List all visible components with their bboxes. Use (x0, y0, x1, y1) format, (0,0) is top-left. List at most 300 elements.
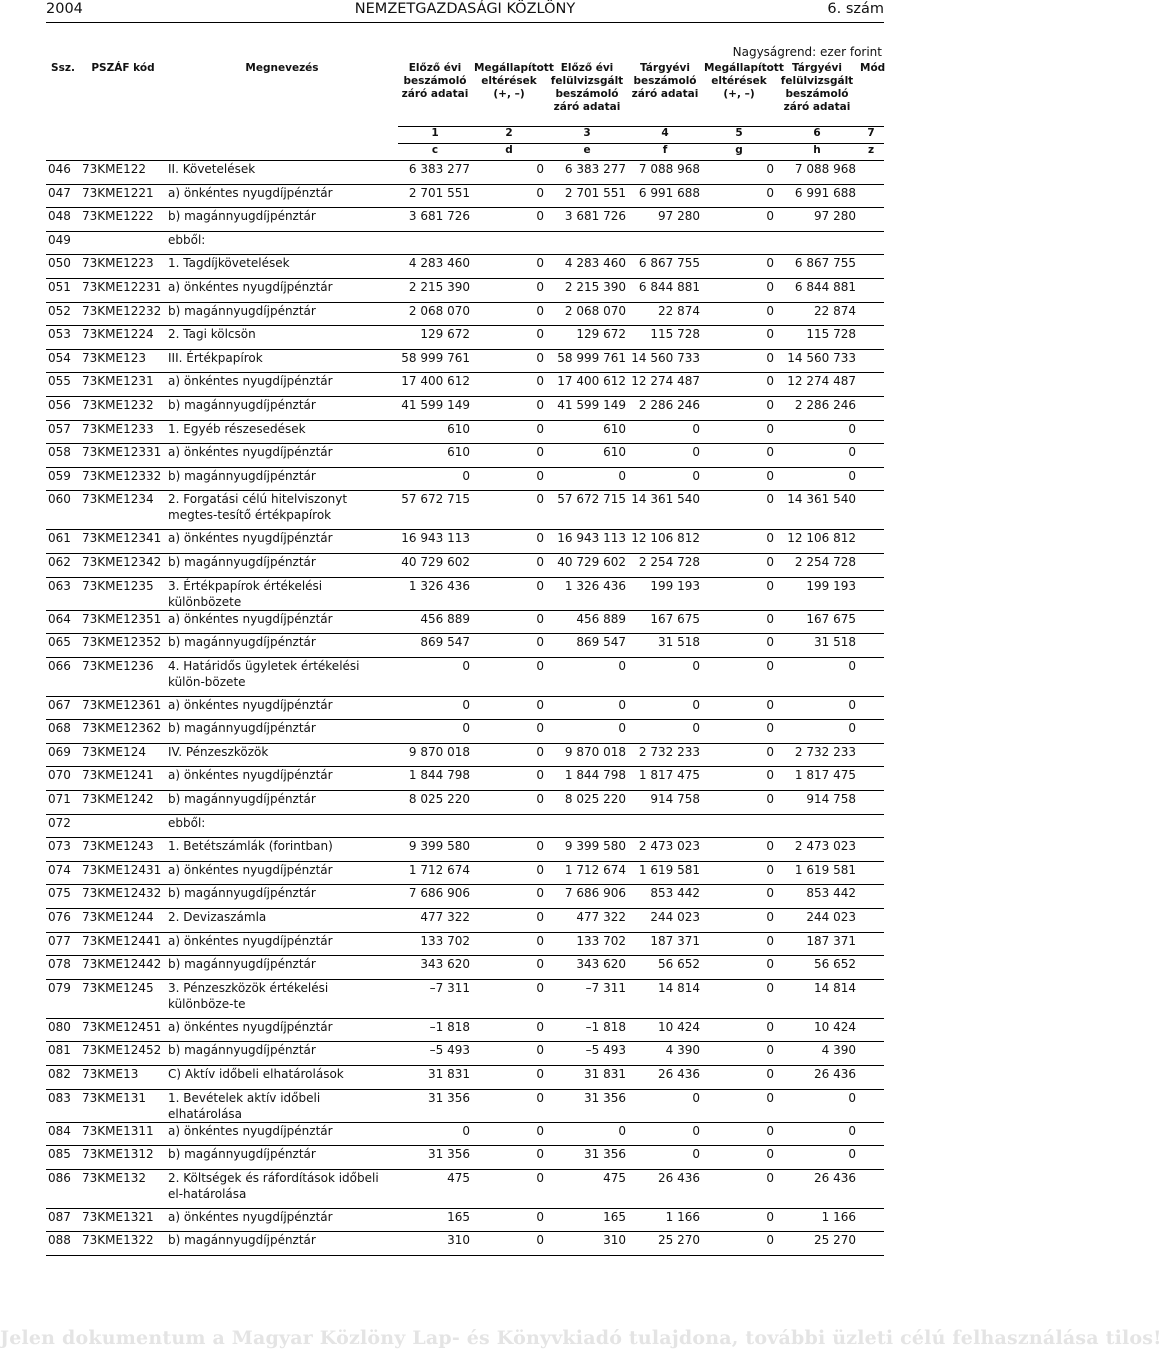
row-code: 73KME124 (82, 744, 146, 759)
row-number: 049 (48, 232, 71, 247)
row-number: 071 (48, 792, 71, 807)
row-value: 610 (603, 445, 626, 460)
row-code: 73KME12231 (82, 279, 162, 294)
row-value: 58 999 761 (557, 350, 626, 365)
row-value: 0 (536, 839, 544, 854)
row-value: 343 620 (420, 957, 470, 972)
row-number: 072 (48, 815, 71, 830)
row-value: 914 758 (806, 792, 856, 807)
table-row (46, 838, 884, 862)
row-name: a) önkéntes nyugdíjpénztár (168, 374, 333, 389)
row-number: 083 (48, 1090, 71, 1105)
table-row (46, 420, 884, 444)
row-value: 165 (603, 1209, 626, 1224)
row-value: 3 681 726 (564, 209, 626, 224)
row-value: 57 672 715 (401, 492, 470, 507)
row-name: b) magánnyugdíjpénztár (168, 397, 316, 412)
row-name: C) Aktív időbeli elhatárolások (168, 1067, 344, 1081)
row-value: 0 (766, 744, 774, 759)
col-header-line: Előző évi (408, 62, 462, 74)
row-value: 167 675 (806, 611, 856, 626)
row-value: 0 (766, 839, 774, 854)
row-value: 0 (766, 374, 774, 389)
row-code: 73KME12352 (82, 635, 162, 650)
row-value: 1 817 475 (638, 768, 700, 783)
table-row (46, 373, 884, 397)
row-value: 2 254 728 (638, 554, 700, 569)
row-name: b) magánnyugdíjpénztár (168, 792, 316, 807)
row-value: 0 (766, 162, 774, 176)
table-row (46, 577, 884, 610)
row-value: 57 672 715 (557, 492, 626, 507)
row-value: 0 (536, 162, 544, 176)
row-value: 7 088 968 (794, 162, 856, 176)
row-value: 26 436 (658, 1170, 700, 1185)
row-value: 0 (766, 957, 774, 972)
row-value: 12 106 812 (631, 531, 700, 546)
row-code: 73KME12362 (82, 721, 162, 736)
col-header-line: eltérések (711, 75, 767, 87)
row-mod (858, 231, 884, 255)
row-value: 2 473 023 (794, 839, 856, 854)
row-value: –5 493 (585, 1043, 626, 1058)
row-value: 0 (536, 1090, 544, 1105)
table-row (46, 814, 884, 838)
row-mod (858, 373, 884, 397)
row-value: 853 442 (806, 886, 856, 901)
row-name: 4. Határidős ügyletek értékelési külön-bözete (168, 658, 360, 689)
header-issue: 6. szám (827, 1, 884, 17)
row-name: b) magánnyugdíjpénztár (168, 635, 316, 650)
row-value: 2 068 070 (564, 303, 626, 318)
row-value: 0 (536, 1123, 544, 1138)
row-value: 0 (766, 303, 774, 318)
row-mod (858, 1146, 884, 1170)
row-value: 0 (766, 1067, 774, 1081)
row-value: 0 (766, 421, 774, 436)
row-value: 0 (766, 1233, 774, 1248)
row-value: –1 818 (585, 1019, 626, 1034)
row-code: 73KME12432 (82, 886, 162, 901)
row-value: 7 088 968 (638, 162, 700, 176)
row-value: 25 270 (658, 1233, 700, 1248)
row-value: 0 (766, 445, 774, 460)
row-number: 052 (48, 303, 71, 318)
row-code: 73KME1244 (82, 910, 154, 925)
row-mod (858, 530, 884, 554)
row-value: 0 (766, 862, 774, 877)
row-value: 0 (536, 1170, 544, 1185)
table-row (46, 1018, 884, 1042)
col-header-7: Mód (860, 62, 886, 74)
row-number: 078 (48, 957, 71, 972)
row-value: 31 831 (428, 1067, 470, 1081)
row-name: a) önkéntes nyugdíjpénztár (168, 279, 333, 294)
row-value: 475 (603, 1170, 626, 1185)
row-value: 0 (462, 721, 470, 736)
row-value: 0 (692, 1090, 700, 1105)
col-header-6 (776, 62, 858, 127)
row-value: 0 (692, 1123, 700, 1138)
row-name: 1. Betétszámlák (forintban) (168, 839, 333, 854)
table-row (46, 885, 884, 909)
row-code: 73KME1243 (82, 839, 154, 854)
row-number: 058 (48, 445, 71, 460)
table-row (46, 932, 884, 956)
row-value: 9 399 580 (564, 839, 626, 854)
row-number: 087 (48, 1209, 71, 1224)
row-code: 73KME12442 (82, 957, 162, 972)
row-number: 059 (48, 468, 71, 483)
row-name: b) magánnyugdíjpénztár (168, 468, 316, 483)
row-name: b) magánnyugdíjpénztár (168, 554, 316, 569)
column-letter: d (472, 144, 546, 161)
row-name: 1. Bevételek aktív időbeli elhatárolása (168, 1090, 321, 1121)
row-value: 0 (536, 531, 544, 546)
row-code: 73KME12452 (82, 1043, 162, 1058)
row-value: 6 383 277 (564, 162, 626, 176)
table-row (46, 861, 884, 885)
row-value: 0 (536, 980, 544, 995)
col-header-line: beszámoló (555, 88, 619, 100)
row-value (628, 814, 702, 838)
row-value: 0 (692, 421, 700, 436)
column-number: 1 (398, 127, 472, 144)
row-value (776, 231, 858, 255)
row-value: 14 560 733 (787, 350, 856, 365)
col-header-line: beszámoló (403, 75, 467, 87)
row-number: 075 (48, 886, 71, 901)
column-number: 2 (472, 127, 546, 144)
row-mod (858, 767, 884, 791)
row-value: 22 874 (658, 303, 700, 318)
row-number: 047 (48, 185, 71, 200)
row-value: 0 (536, 327, 544, 342)
row-value: 244 023 (806, 910, 856, 925)
row-value: 133 702 (420, 933, 470, 948)
row-value: 40 729 602 (401, 554, 470, 569)
row-value: 1 817 475 (794, 768, 856, 783)
row-value: 2 732 233 (638, 744, 700, 759)
column-letter: f (628, 144, 702, 161)
row-name: 1. Tagdíjkövetelések (168, 256, 290, 271)
row-value: 0 (536, 635, 544, 650)
row-value: 1 166 (665, 1209, 700, 1224)
row-name: a) önkéntes nyugdíjpénztár (168, 933, 333, 948)
col-header-line: záró adatai (553, 101, 621, 113)
row-number: 068 (48, 721, 71, 736)
row-mod (858, 657, 884, 696)
row-value: 12 274 487 (631, 374, 700, 389)
row-value: 0 (536, 303, 544, 318)
table-row (46, 1042, 884, 1066)
row-value: 0 (462, 658, 470, 673)
row-code: 73KME12331 (82, 445, 162, 460)
table-row (46, 1169, 884, 1208)
row-value: 6 844 881 (638, 279, 700, 294)
row-value: 310 (447, 1233, 470, 1248)
row-name: 3. Pénzeszközök értékelési különböze-te (168, 980, 329, 1011)
row-value: 9 399 580 (408, 839, 470, 854)
row-value: 115 728 (650, 327, 700, 342)
row-mod (858, 302, 884, 326)
row-value: –7 311 (429, 980, 470, 995)
header-year: 2004 (46, 1, 83, 17)
col-header-2 (472, 62, 554, 127)
col-header-1 (398, 62, 472, 127)
row-value: 456 889 (420, 611, 470, 626)
row-value: 0 (766, 1209, 774, 1224)
row-value: 0 (766, 209, 774, 224)
row-value: 2 068 070 (408, 303, 470, 318)
row-value: 31 356 (428, 1090, 470, 1105)
column-number: 3 (546, 127, 628, 144)
row-name: b) magánnyugdíjpénztár (168, 1233, 316, 1248)
row-code: 73KME1236 (82, 658, 154, 673)
table-row (46, 610, 884, 634)
row-name: b) magánnyugdíjpénztár (168, 957, 316, 972)
col-header-line: (+, –) (493, 88, 525, 100)
row-value (628, 231, 702, 255)
row-value: 0 (766, 492, 774, 507)
row-number: 064 (48, 611, 71, 626)
table-row (46, 1089, 884, 1122)
row-name: 2. Forgatási célú hitelviszonyt megtes-tesítő értékpapírok (168, 492, 348, 523)
row-code: 73KME1221 (82, 185, 154, 200)
row-value: 0 (848, 468, 856, 483)
row-number: 074 (48, 862, 71, 877)
row-value: 0 (536, 744, 544, 759)
column-number: 5 (702, 127, 776, 144)
row-mod (858, 1066, 884, 1090)
row-value: 0 (536, 697, 544, 712)
row-code: 73KME1311 (82, 1123, 154, 1138)
row-value: 0 (848, 1147, 856, 1162)
col-header-3 (546, 62, 628, 127)
row-value: 475 (447, 1170, 470, 1185)
row-value: 17 400 612 (401, 374, 470, 389)
row-code: 73KME1312 (82, 1147, 154, 1162)
table-row (46, 1146, 884, 1170)
row-code: 73KME1233 (82, 421, 154, 436)
table-row (46, 553, 884, 577)
row-code: 73KME1235 (82, 578, 154, 593)
row-value: 9 870 018 (408, 744, 470, 759)
row-name: ebből: (168, 815, 206, 830)
watermark: Jelen dokumentum a Magyar Közlöny Lap- és Könyvkiadó tulajdona, további üzleti célú felhasználása tilos! (0, 1327, 1162, 1349)
row-value: 187 371 (806, 933, 856, 948)
row-value: 25 270 (814, 1233, 856, 1248)
row-mod (858, 255, 884, 279)
row-value: 0 (848, 421, 856, 436)
row-value: 0 (536, 886, 544, 901)
row-value: 14 361 540 (787, 492, 856, 507)
row-value: 3 681 726 (408, 209, 470, 224)
table-row (46, 1208, 884, 1232)
row-value: 2 701 551 (408, 185, 470, 200)
row-value: 2 473 023 (638, 839, 700, 854)
table-row (46, 349, 884, 373)
table-row (46, 278, 884, 302)
row-mod (858, 420, 884, 444)
row-code: 73KME12332 (82, 468, 162, 483)
row-value: 6 867 755 (794, 256, 856, 271)
row-value: 0 (766, 910, 774, 925)
row-mod (858, 838, 884, 862)
col-header-line: záró adatai (401, 88, 469, 100)
row-value: 0 (766, 658, 774, 673)
row-value: 199 193 (650, 578, 700, 593)
row-value: 12 274 487 (787, 374, 856, 389)
row-number: 088 (48, 1233, 71, 1248)
row-value: 0 (536, 792, 544, 807)
row-value (546, 231, 628, 255)
row-value: 97 280 (814, 209, 856, 224)
row-mod (858, 909, 884, 933)
table-row (46, 255, 884, 279)
table-row (46, 530, 884, 554)
row-value: 0 (766, 327, 774, 342)
row-name: 2. Devizaszámla (168, 910, 267, 925)
row-value: –5 493 (429, 1043, 470, 1058)
row-mod (858, 610, 884, 634)
row-value: 1 166 (821, 1209, 856, 1224)
row-value: 165 (447, 1209, 470, 1224)
row-code: 73KME1232 (82, 397, 154, 412)
row-mod (858, 326, 884, 350)
row-value: 0 (536, 445, 544, 460)
row-value (702, 814, 776, 838)
row-code: 73KME1322 (82, 1233, 154, 1248)
column-letter: g (702, 144, 776, 161)
row-value: 17 400 612 (557, 374, 626, 389)
row-value: 167 675 (650, 611, 700, 626)
table-row (46, 326, 884, 350)
row-value: 0 (536, 768, 544, 783)
row-number: 086 (48, 1170, 71, 1185)
row-code: 73KME1241 (82, 768, 154, 783)
table-row (46, 634, 884, 658)
row-mod (858, 814, 884, 838)
row-value: 0 (536, 721, 544, 736)
row-value: 0 (692, 445, 700, 460)
row-code: 73KME1223 (82, 256, 154, 271)
row-code: 73KME12351 (82, 611, 162, 626)
row-value: 129 672 (576, 327, 626, 342)
row-value: 0 (536, 421, 544, 436)
row-value: 0 (536, 279, 544, 294)
row-mod (858, 396, 884, 420)
row-value: 0 (766, 531, 774, 546)
row-mod (858, 1232, 884, 1256)
table-row (46, 767, 884, 791)
row-code: 73KME12361 (82, 697, 162, 712)
row-value: 0 (462, 468, 470, 483)
row-number: 066 (48, 658, 71, 673)
row-value: 26 436 (814, 1170, 856, 1185)
row-value: 0 (848, 1090, 856, 1105)
row-number: 069 (48, 744, 71, 759)
row-number: 082 (48, 1067, 71, 1081)
row-number: 067 (48, 697, 71, 712)
row-value: 477 322 (420, 910, 470, 925)
row-value: 0 (766, 933, 774, 948)
row-number: 051 (48, 279, 71, 294)
col-header-line: Megállapított (704, 62, 784, 74)
row-number: 062 (48, 554, 71, 569)
row-value: 0 (766, 697, 774, 712)
row-value: 0 (692, 1147, 700, 1162)
row-mod (858, 577, 884, 610)
row-value: 10 424 (814, 1019, 856, 1034)
row-value: 58 999 761 (401, 350, 470, 365)
row-mod (858, 1208, 884, 1232)
row-value: 12 106 812 (787, 531, 856, 546)
row-name: 2. Költségek és ráfordítások időbeli el-határolása (168, 1170, 379, 1201)
row-value: 1 844 798 (564, 768, 626, 783)
row-value: 0 (536, 492, 544, 507)
table-row (46, 1122, 884, 1146)
row-name: b) magánnyugdíjpénztár (168, 303, 316, 318)
table-row (46, 208, 884, 232)
col-header-line: Előző évi (560, 62, 614, 74)
row-value: 26 436 (658, 1067, 700, 1081)
row-value: 0 (766, 1090, 774, 1105)
row-value: 2 701 551 (564, 185, 626, 200)
row-value: 0 (766, 256, 774, 271)
magnitude-note: Nagyságrend: ezer forint (732, 45, 882, 59)
row-value: 0 (766, 1019, 774, 1034)
row-value (472, 231, 546, 255)
row-value: 6 991 688 (794, 185, 856, 200)
col-header-line: felülvizsgált (550, 75, 624, 87)
row-number: 055 (48, 374, 71, 389)
column-number: 6 (776, 127, 858, 144)
row-number: 079 (48, 980, 71, 995)
row-value: 0 (766, 1123, 774, 1138)
row-value: 14 361 540 (631, 492, 700, 507)
row-name: b) magánnyugdíjpénztár (168, 1147, 316, 1162)
row-value: 56 652 (814, 957, 856, 972)
row-name: II. Követelések (168, 162, 256, 176)
balance-table (46, 62, 884, 1256)
row-name: III. Értékpapírok (168, 350, 263, 365)
row-value: 14 814 (814, 980, 856, 995)
row-value: 1 712 674 (564, 862, 626, 877)
row-value (398, 231, 472, 255)
row-value: 0 (766, 397, 774, 412)
row-number: 048 (48, 209, 71, 224)
row-value: 8 025 220 (564, 792, 626, 807)
table-row (46, 184, 884, 208)
row-value: 4 283 460 (408, 256, 470, 271)
row-number: 065 (48, 635, 71, 650)
table-row (46, 1232, 884, 1256)
row-code: 73KME1245 (82, 980, 154, 995)
row-value: –7 311 (585, 980, 626, 995)
row-code: 73KME12441 (82, 933, 162, 948)
row-value: 0 (766, 1043, 774, 1058)
row-code: 73KME1242 (82, 792, 154, 807)
row-code: 73KME1321 (82, 1209, 154, 1224)
row-value: 6 867 755 (638, 256, 700, 271)
row-value: 0 (536, 350, 544, 365)
row-mod (858, 696, 884, 720)
row-name: IV. Pénzeszközök (168, 744, 269, 759)
row-value: 869 547 (576, 635, 626, 650)
row-value: 0 (618, 658, 626, 673)
row-value: 129 672 (420, 327, 470, 342)
